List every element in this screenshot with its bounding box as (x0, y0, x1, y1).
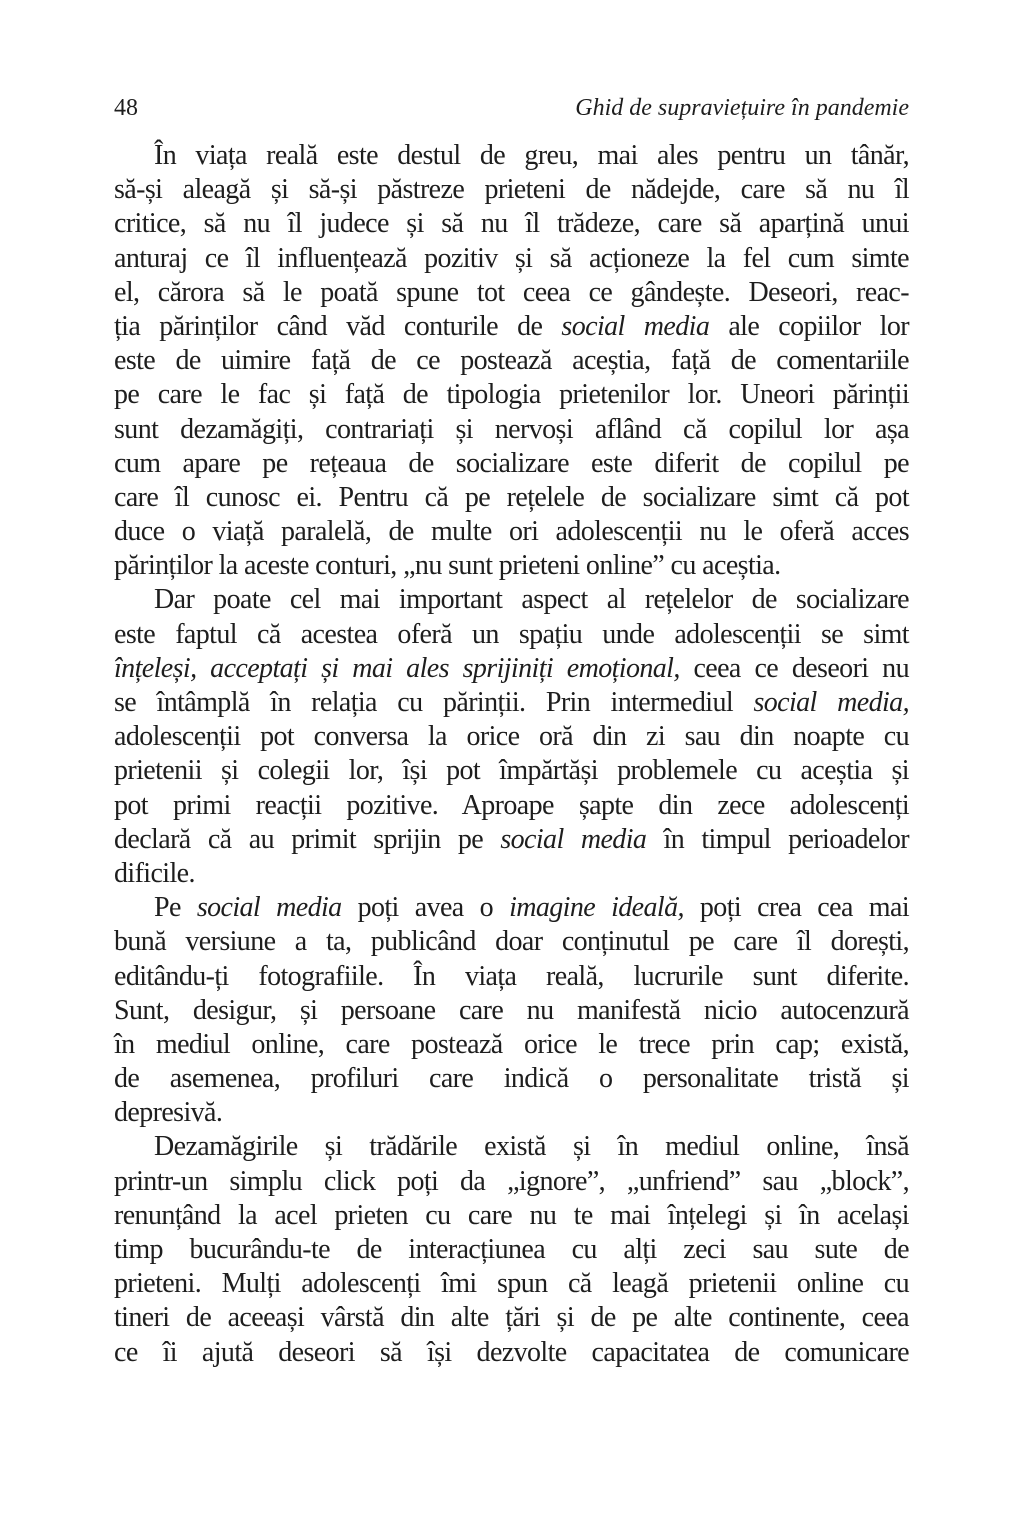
text-line: este faptul că acestea oferă un spațiu unde adolescenții se simt (114, 618, 909, 650)
text-line: anturaj ce îl influențează pozitiv și să acționeze la fel cum simte (114, 242, 909, 274)
text-segment: declară că au primit sprijin pe (114, 823, 501, 855)
text-segment: ale copiilor lor (709, 310, 909, 342)
italic-text: social media, (753, 687, 909, 718)
italic-text: înțeleși, acceptați și mai ales sprijiniți emoțional, (114, 652, 680, 684)
text-line: care îl cunosc ei. Pentru că pe rețelele de socializare simt că pot (114, 481, 909, 513)
page-header (114, 91, 909, 125)
running-title: Ghid de supraviețuire în pandemie (575, 95, 909, 121)
italic-text: social media (196, 892, 342, 924)
text-line: bună versiune a ta, publicând doar conținutul pe care îl dorești, (114, 926, 909, 958)
text-segment: ceea ce deseori nu (679, 652, 909, 684)
paragraph (114, 139, 909, 583)
paragraph (114, 1130, 909, 1369)
text-line: pot primi reacții pozitive. Aproape șapte din zece adolescenți (114, 789, 909, 821)
text-line: editându-ți fotografiile. În viața reală, lucrurile sunt diferite. (114, 960, 909, 992)
text-line: În viața reală este destul de greu, mai ales pentru un tânăr, (154, 140, 909, 171)
text-line: duce o viață paralelă, de multe ori adolescenții nu le oferă acces (114, 516, 909, 548)
italic-text: imagine ideală, (509, 892, 684, 924)
text-segment: poți avea o (341, 892, 510, 924)
text-segment: Pe (154, 892, 197, 924)
text-line: prietenii și colegii lor, își pot împărtăși problemele cu aceștia și (114, 755, 909, 787)
text-line (114, 823, 909, 857)
text-line: părinților la aceste conturi, „nu sunt prieteni online” cu aceștia. (114, 550, 781, 582)
text-line: Sunt, desigur, și persoane care nu manifestă nicio autocenzură (114, 994, 909, 1026)
text-line: pe care le fac și față de tipologia prietenilor lor. Uneori părinții (114, 379, 909, 411)
text-line: de asemenea, profiluri care indică o personalitate tristă și (114, 1063, 909, 1095)
text-line: critice, să nu îl judece și să nu îl trădeze, care să aparțină unui (114, 208, 909, 240)
text-line: adolescenții pot conversa la orice oră din zi sau din noapte cu (114, 721, 909, 753)
text-line: dificile. (114, 857, 195, 889)
text-line: în mediul online, care postează orice le trece prin cap; există, (114, 1028, 909, 1060)
text-line (114, 686, 909, 720)
body-text (114, 139, 909, 1370)
text-line: tineri de aceeași vârstă din alte țări și de pe alte continente, ceea (114, 1302, 909, 1334)
paragraph (114, 583, 909, 891)
text-line (114, 652, 909, 686)
text-line: printr-un simplu click poți da „ignore”, „unfriend” sau „block”, (114, 1165, 909, 1197)
text-line: să-și aleagă și să-și păstreze prieteni de nădejde, care să nu îl (114, 174, 909, 206)
text-line: Dar poate cel mai important aspect al rețelelor de socializare (154, 584, 909, 616)
text-line: timp bucurându-te de interacțiunea cu alți zeci sau sute de (114, 1234, 909, 1265)
text-line: cum apare pe rețeaua de socializare este diferit de copilul pe (114, 447, 909, 479)
text-line: el, cărora să le poată spune tot ceea ce gândește. Deseori, reac- (114, 276, 909, 308)
text-line: prieteni. Mulți adolescenți îmi spun că leagă prietenii online cu (114, 1268, 909, 1300)
text-line (114, 891, 909, 925)
text-line: ce îi ajută deseori să își dezvolte capacitatea de comunicare (114, 1336, 909, 1368)
italic-text: social media (561, 310, 710, 342)
page-number: 48 (114, 95, 138, 121)
text-segment: poți crea cea mai (683, 892, 909, 924)
text-line: depresivă. (114, 1097, 223, 1129)
text-line: sunt dezamăgiți, contrariați și nervoși aflând că copilul lor așa (114, 413, 909, 445)
text-segment: în timpul perioadelor (646, 823, 909, 855)
italic-text: social media (500, 823, 647, 855)
text-segment: se întâmplă în relația cu părinții. Prin intermediul (114, 687, 754, 718)
text-segment: ția părinților când văd conturile de (114, 310, 562, 342)
text-line: renunțând la acel prieten cu care nu te mai înțelegi și în același (114, 1199, 909, 1231)
paragraph (114, 891, 909, 1130)
text-line: este de uimire față de ce postează aceștia, față de comentariile (114, 345, 909, 377)
text-line: Dezamăgirile și trădările există și în mediul online, însă (154, 1131, 909, 1163)
text-line (114, 310, 909, 344)
